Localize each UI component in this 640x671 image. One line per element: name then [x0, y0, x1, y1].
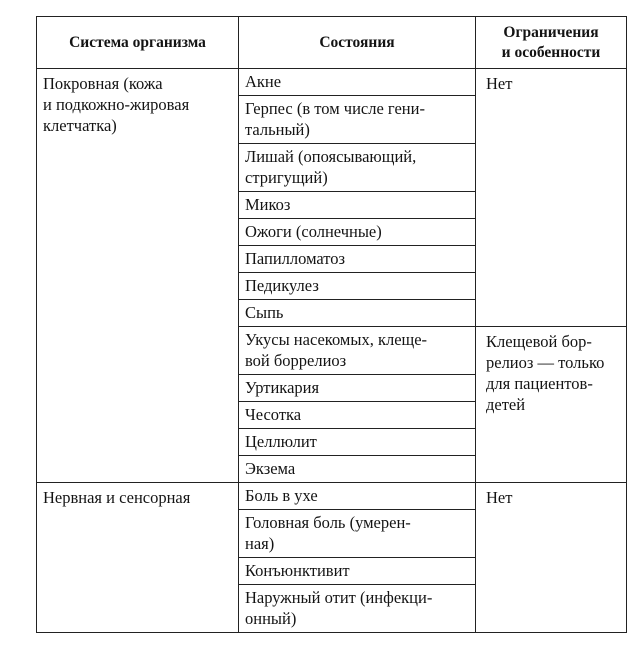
table-row [37, 483, 627, 510]
condition-cell: Чесотка [239, 402, 476, 429]
condition-cell: Лишай (опоясывающий, стригущий) [239, 144, 476, 192]
condition-cell: Сыпь [239, 300, 476, 327]
condition-cell: Экзема [239, 456, 476, 483]
header-row [37, 17, 627, 69]
condition-cell: Конъюнктивит [239, 558, 476, 585]
condition-cell: Микоз [239, 192, 476, 219]
condition-cell: Головная боль (умерен- ная) [239, 510, 476, 558]
condition-cell: Боль в ухе [239, 483, 476, 510]
condition-cell: Герпес (в том числе гени- тальный) [239, 96, 476, 144]
system-cell: Покровная (кожа и подкожно-жировая клетчатка) [37, 69, 239, 483]
condition-cell: Папилломатоз [239, 246, 476, 273]
limitation-cell: Клещевой бор- релиоз — только для пациентов- детей [476, 327, 627, 483]
limitation-cell: Нет [476, 69, 627, 327]
header-limitations: Ограничения и особенности [476, 17, 627, 69]
header-system: Система организма [37, 17, 239, 69]
condition-cell: Наружный отит (инфекци- онный) [239, 585, 476, 633]
condition-cell: Акне [239, 69, 476, 96]
condition-cell: Ожоги (солнечные) [239, 219, 476, 246]
condition-cell: Уртикария [239, 375, 476, 402]
table-body [37, 69, 627, 633]
condition-cell: Целлюлит [239, 429, 476, 456]
condition-cell: Укусы насекомых, клеще- вой боррелиоз [239, 327, 476, 375]
condition-cell: Педикулез [239, 273, 476, 300]
header-conditions: Состояния [239, 17, 476, 69]
table-row [37, 69, 627, 96]
limitation-cell: Нет [476, 483, 627, 633]
conditions-table [36, 16, 627, 633]
system-cell: Нервная и сенсорная [37, 483, 239, 633]
